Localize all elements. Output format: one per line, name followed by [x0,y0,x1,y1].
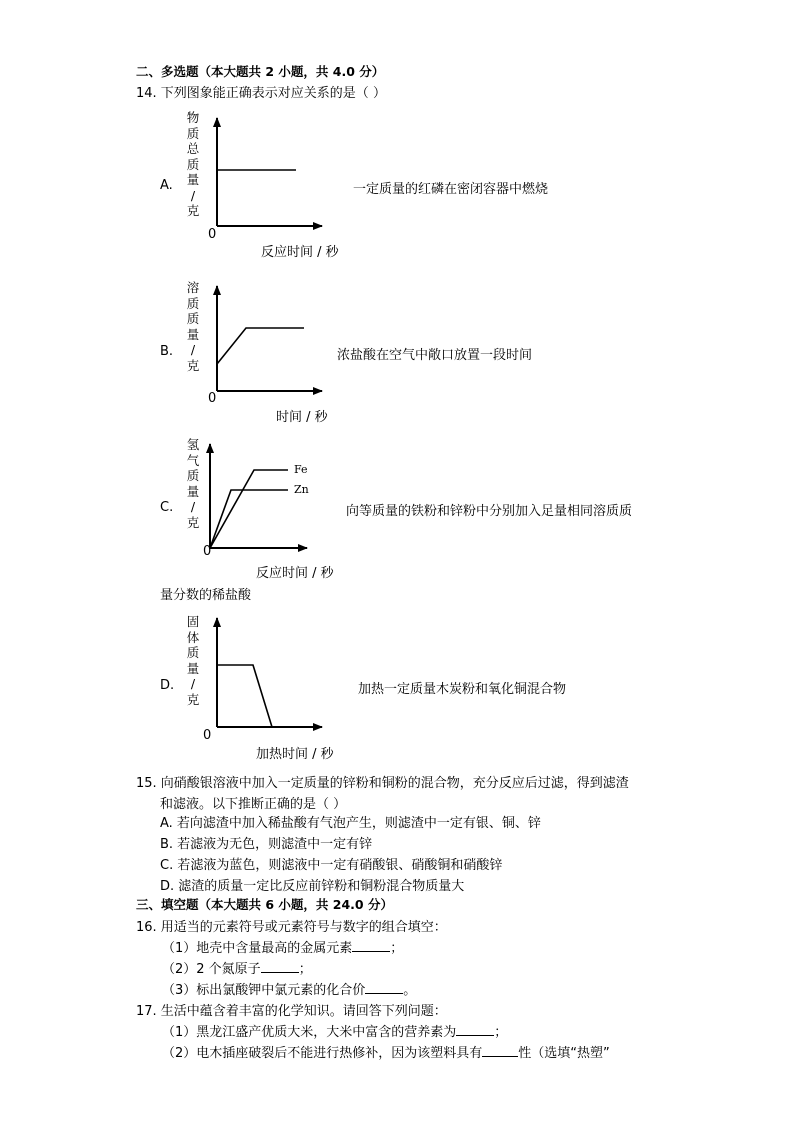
graph-d [200,612,330,732]
fill-item: （2）2 个氮原子 ； [162,962,312,977]
graph-b [200,280,330,395]
question-stem: 17. 生活中蕴含着丰富的化学知识。请回答下列问题： [136,1004,447,1019]
question-stem: 16. 用适当的元素符号或元素符号与数字的组合填空： [136,920,447,935]
option-description: 向等质量的铁粉和锌粉中分别加入足量相同溶质质 [346,504,633,519]
x-axis-label: 反应时间 / 秒 [261,245,339,260]
y-axis-label: 物 质 总 质 量 / 克 [186,110,200,218]
option-letter: D. [160,678,175,693]
question-stem: 15. 向硝酸银溶液中加入一定质量的锌粉和铜粉的混合物，充分反应后过滤，得到滤渣 [136,776,629,791]
option-letter: A. [160,178,173,193]
fill-item: （2）电木插座破裂后不能进行热修补，因为该塑料具有 性（选填“热塑” [162,1046,610,1061]
fill-item: （3）标出氯酸钾中氯元素的化合价 。 [162,983,417,998]
zn-label: Zn [294,483,309,496]
answer-blank[interactable] [365,982,403,994]
origin-label: 0 [203,544,212,559]
option-letter: B. [160,344,174,359]
fe-label: Fe [294,463,308,476]
origin-label: 0 [208,227,217,242]
answer-blank[interactable] [261,961,299,973]
choice-b: B. 若滤液为无色，则滤渣中一定有锌 [160,837,373,852]
section-heading: 三、填空题（本大题共 6 小题，共 24.0 分） [136,897,393,912]
y-axis-label: 固 体 质 量 / 克 [186,614,200,707]
curve-line [217,665,272,727]
y-axis-label: 氢 气 质 量 / 克 [186,437,200,530]
choice-a: A. 若向滤渣中加入稀盐酸有气泡产生，则滤渣中一定有银、铜、锌 [160,816,541,831]
option-description: 浓盐酸在空气中敞口放置一段时间 [337,348,533,363]
graph-c [200,440,330,555]
choice-c: C. 若滤液为蓝色，则滤液中一定有硝酸银、硝酸铜和硝酸锌 [160,858,503,873]
zn-curve [210,490,288,548]
x-axis-label: 时间 / 秒 [276,410,328,425]
fe-curve [210,470,288,548]
answer-blank[interactable] [456,1024,494,1036]
section-heading: 二、多选题（本大题共 2 小题，共 4.0 分） [136,64,385,79]
option-description-continued: 量分数的稀盐酸 [160,588,252,603]
question-stem: 和滤液。以下推断正确的是（ ） [160,797,347,812]
answer-blank[interactable] [352,940,390,952]
option-description: 加热一定质量木炭粉和氧化铜混合物 [358,682,567,697]
origin-label: 0 [208,391,217,406]
curve-line [217,328,304,364]
y-axis-label: 溶 质 质 量 / 克 [186,280,200,373]
fill-item: （1）地壳中含量最高的金属元素 ； [162,941,404,956]
option-letter: C. [160,500,174,515]
answer-blank[interactable] [482,1045,518,1057]
origin-label: 0 [203,728,212,743]
option-description: 一定质量的红磷在密闭容器中燃烧 [353,182,549,197]
question-stem: 14. 下列图象能正确表示对应关系的是（ ） [136,86,386,101]
graph-a [200,110,330,240]
x-axis-label: 反应时间 / 秒 [256,566,334,581]
choice-d: D. 滤渣的质量一定比反应前锌粉和铜粉混合物质量大 [160,879,465,894]
fill-item: （1）黑龙江盛产优质大米，大米中富含的营养素为 ； [162,1025,508,1040]
x-axis-label: 加热时间 / 秒 [256,747,334,762]
